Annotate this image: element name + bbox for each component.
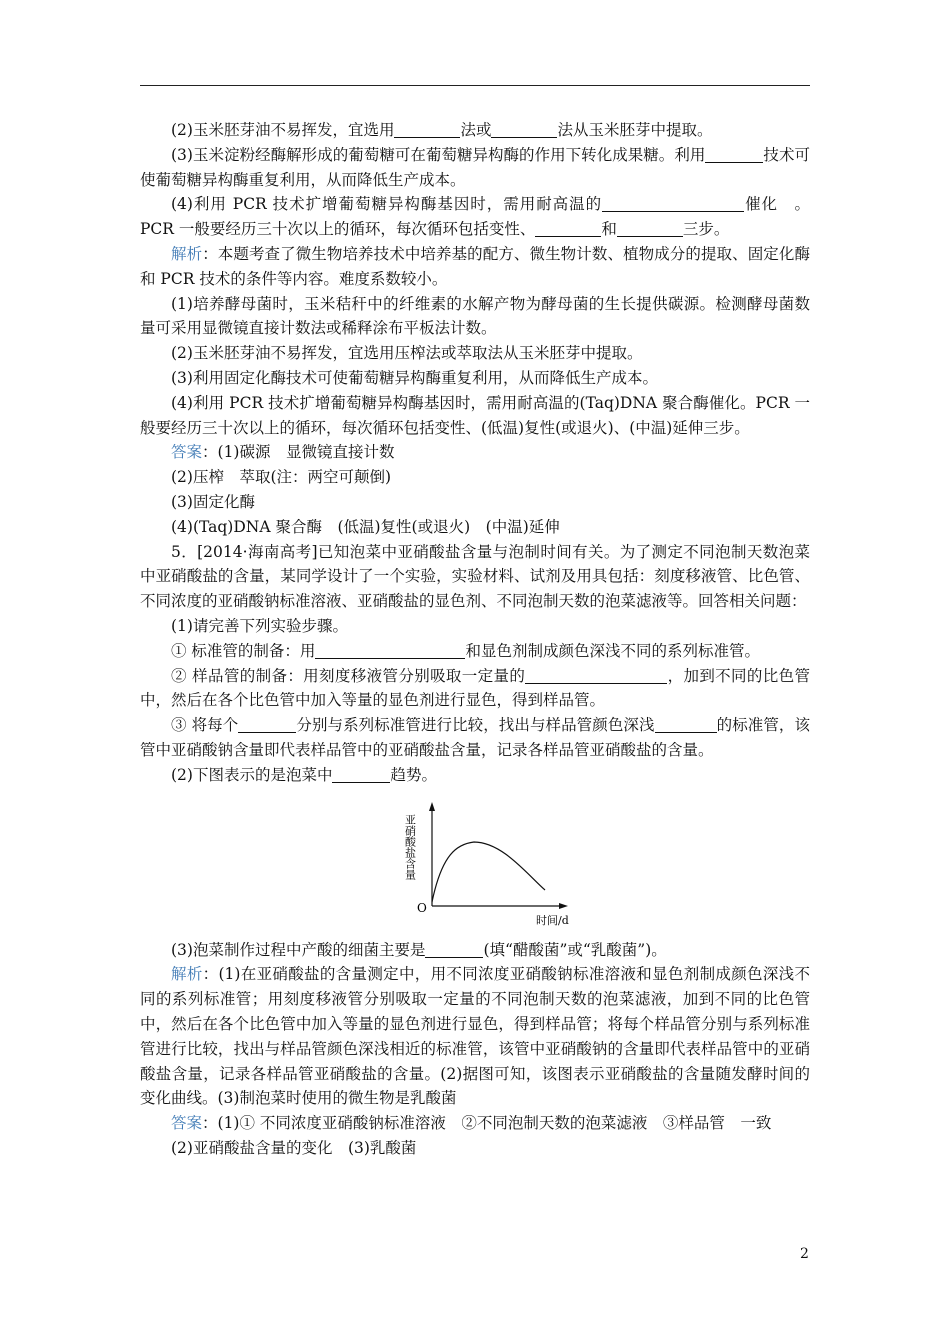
nitrite-curve (432, 842, 545, 902)
analysis-label: 解析 (171, 244, 203, 263)
q5-step2 (140, 664, 810, 714)
answer-blank[interactable] (705, 146, 763, 163)
answer-blank[interactable] (425, 941, 483, 958)
answer-blank[interactable] (535, 221, 601, 238)
answer-label: 答案 (171, 1114, 203, 1133)
q5-step3 (140, 713, 810, 763)
text: 分别与系列标准管进行比较，找出与样品管颜色深浅 (296, 716, 655, 735)
text: ：(1)碳源 显微镜直接计数 (202, 443, 395, 462)
answer-blank[interactable] (394, 122, 460, 139)
q4-part3 (140, 143, 810, 193)
nitrite-curve-svg (402, 794, 582, 934)
text: ：(1)在亚硝酸盐的含量测定中，用不同浓度亚硝酸钠标准溶液和显色剂制成颜色深浅不同的系列标准管；用刻度移液管分别吸取一定量的不同泡制天数的泡菜滤液，加到不同的比色管中，然后在各个比色管中加入等量的显色剂进行显色，得到样品管；将每个样品管分别与系列标准管进行比较，找出与样品管颜色深浅相近的标准管，该管中亚硝酸钠的含量即代表样品管中的亚硝酸盐含量，记录各样品管亚硝酸盐的含量。(2)据图可知，该图表示亚硝酸盐的含量随发酵时间的变化曲线。(3)制泡菜时使用的微生物是乳酸菌 (140, 965, 810, 1108)
text: 和显色剂制成颜色深浅不同的系列标准管。 (465, 641, 760, 660)
text: 法从玉米胚芽中提取。 (557, 121, 713, 139)
answer-blank[interactable] (491, 122, 557, 139)
q4-answer-2: (2)压榨 萃取(注：两空可颠倒) (171, 468, 392, 487)
analysis-label: 解析 (171, 965, 203, 984)
q5-analysis (140, 962, 810, 1111)
text: 趋势。 (390, 765, 437, 784)
text: ：(1)① 不同浓度亚硝酸钠标准溶液 ②不同泡制天数的泡菜滤液 ③样品管 一致 (202, 1114, 772, 1133)
q5-part2 (140, 763, 810, 788)
text: 和 (601, 220, 617, 239)
text: ：本题考查了微生物培养技术中培养基的配方、微生物计数、植物成分的提取、固定化酶和 PCR 技术的条件等内容。难度系数较小。 (140, 244, 810, 288)
q4-part4 (140, 192, 810, 242)
answer-blank[interactable] (617, 221, 683, 238)
q5-answer-1 (140, 1111, 810, 1136)
text: (填“醋酸菌”或“乳酸菌”)。 (483, 940, 667, 959)
header-rule (140, 85, 810, 86)
nitrite-curve-figure (140, 794, 810, 934)
q5-part3 (140, 938, 810, 963)
answer-blank[interactable] (332, 766, 390, 783)
text: (2)下图表示的是泡菜中 (171, 765, 333, 784)
text: (3)泡菜制作过程中产酸的细菌主要是 (171, 940, 426, 959)
q4-analysis-3: (3)利用固定化酶技术可使葡萄糖异构酶重复利用，从而降低生产成本。 (171, 368, 658, 387)
q5-step1 (140, 639, 810, 664)
text: ① 标准管的制备：用 (171, 641, 316, 660)
y-axis-label: 亚硝酸盐含量 (403, 813, 417, 880)
q4-answer-3: (3)固定化酶 (171, 492, 255, 511)
q5-part1: (1)请完善下列实验步骤。 (171, 616, 348, 635)
x-axis-label: 时间/d (536, 913, 569, 927)
q5-answer-2: (2)亚硝酸盐含量的变化 (3)乳酸菌 (171, 1138, 417, 1157)
q4-part2 (140, 118, 810, 143)
text: ，加到不同的比色管中，然后在各个比色管中加入等量的显色剂进行显色，得到样品管。 (140, 666, 810, 710)
page-content (140, 118, 810, 1161)
x-axis-arrow (559, 903, 568, 909)
answer-blank[interactable] (525, 667, 667, 684)
q5-stem: 5．[2014·海南高考]已知泡菜中亚硝酸盐含量与泡制时间有关。为了测定不同泡制天数泡菜中亚硝酸盐的含量，某同学设计了一个实验，实验材料、试剂及用具包括：刻度移液管、比色管、不同浓度的亚硝酸钠标准溶液、亚硝酸盐的显色剂、不同泡制天数的泡菜滤液等。回答相关问题： (140, 542, 810, 611)
q4-answer-4: (4)(Taq)DNA 聚合酶 (低温)复性(或退火) (中温)延伸 (171, 517, 560, 536)
q4-answer-1 (140, 440, 810, 465)
answer-blank[interactable] (655, 717, 717, 734)
text: 催化 。PCR 一般要经历三十次以上的循环，每次循环包括变性、 (140, 195, 810, 239)
answer-blank[interactable] (315, 642, 465, 659)
q4-analysis-4: (4)利用 PCR 技术扩增葡萄糖异构酶基因时，需用耐高温的(Taq)DNA 聚合酶催化。PCR 一般要经历三十次以上的循环，每次循环包括变性、(低温)复性(或退火)、(中温)延伸三步。 (140, 393, 810, 437)
answer-label: 答案 (171, 443, 203, 462)
q4-analysis-intro (140, 242, 810, 292)
text: (4)利用 PCR 技术扩增葡萄糖异构酶基因时，需用耐高温的 (171, 195, 603, 214)
answer-blank[interactable] (238, 717, 296, 734)
text: ② 样品管的制备：用刻度移液管分别吸取一定量的 (171, 666, 526, 685)
y-axis-arrow (429, 802, 435, 811)
text: (2)玉米胚芽油不易挥发，宜选用 (171, 121, 395, 139)
text: 法或 (460, 121, 492, 139)
answer-blank[interactable] (602, 196, 744, 213)
text: 的标准管，该管中亚硝酸钠含量即代表样品管中的亚硝酸盐含量，记录各样品管亚硝酸盐的含量。 (140, 716, 810, 759)
text: (3)玉米淀粉经酶解形成的葡萄糖可在葡萄糖异构酶的作用下转化成果糖。利用 (171, 145, 706, 164)
q4-analysis-1: (1)培养酵母菌时，玉米秸秆中的纤维素的水解产物为酵母菌的生长提供碳源。检测酵母菌数量可采用显微镜直接计数法或稀释涂布平板法计数。 (140, 294, 810, 338)
origin-label: O (417, 900, 427, 915)
q4-analysis-2: (2)玉米胚芽油不易挥发，宜选用压榨法或萃取法从玉米胚芽中提取。 (171, 344, 643, 363)
text: 技术可使葡萄糖异构酶重复利用，从而降低生产成本。 (140, 145, 810, 189)
page-number: 2 (800, 1246, 809, 1262)
text: ③ 将每个 (171, 716, 239, 735)
text: 三步。 (682, 220, 730, 239)
